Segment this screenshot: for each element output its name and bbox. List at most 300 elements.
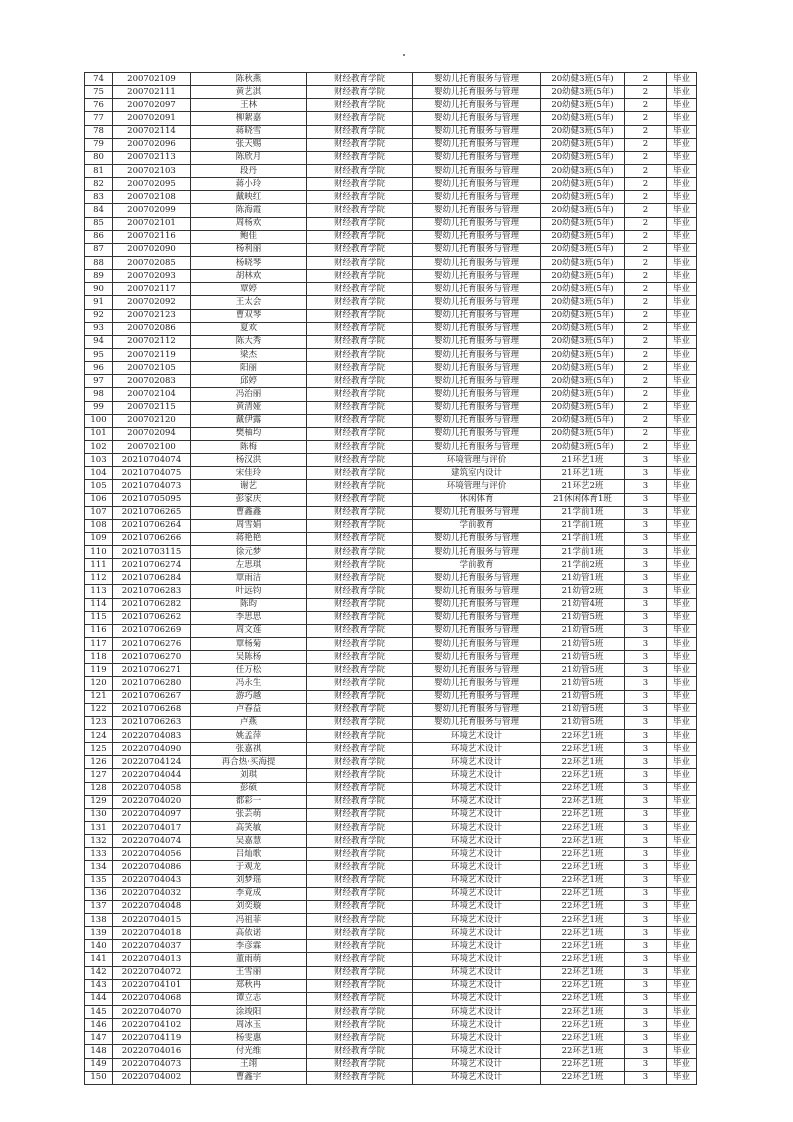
college-cell: 财经教育学院: [307, 874, 413, 887]
class-name-cell: 22环艺1班: [541, 979, 625, 992]
table-row: [85, 191, 697, 204]
row-index-cell: 84: [85, 204, 113, 217]
college-cell: 财经教育学院: [307, 506, 413, 519]
student-id-cell: 20220704074: [113, 835, 191, 848]
major-cell: 婴幼儿托育服务与管理: [413, 112, 541, 125]
student-name-cell: 樊柚均: [191, 427, 307, 440]
class-name-cell: 22环艺1班: [541, 1045, 625, 1058]
major-cell: 婴幼儿托育服务与管理: [413, 296, 541, 309]
years-cell: 3: [625, 532, 667, 545]
college-cell: 财经教育学院: [307, 270, 413, 283]
row-index-cell: 97: [85, 375, 113, 388]
college-cell: 财经教育学院: [307, 572, 413, 585]
student-name-cell: 陈昀: [191, 598, 307, 611]
major-cell: 环境艺术设计: [413, 743, 541, 756]
college-cell: 财经教育学院: [307, 335, 413, 348]
table-row: [85, 454, 697, 467]
years-cell: 3: [625, 690, 667, 703]
student-id-cell: 20220704017: [113, 822, 191, 835]
major-cell: 婴幼儿托育服务与管理: [413, 335, 541, 348]
student-id-cell: 200702116: [113, 230, 191, 243]
table-row: [85, 703, 697, 716]
student-name-cell: 再合热·买海提: [191, 756, 307, 769]
years-cell: 2: [625, 414, 667, 427]
years-cell: 2: [625, 283, 667, 296]
status-cell: 毕业: [667, 401, 697, 414]
years-cell: 2: [625, 440, 667, 453]
row-index-cell: 117: [85, 638, 113, 651]
college-cell: 财经教育学院: [307, 769, 413, 782]
major-cell: 婴幼儿托育服务与管理: [413, 99, 541, 112]
college-cell: 财经教育学院: [307, 86, 413, 99]
row-index-cell: 107: [85, 506, 113, 519]
major-cell: 环境艺术设计: [413, 914, 541, 927]
row-index-cell: 98: [85, 388, 113, 401]
years-cell: 3: [625, 611, 667, 624]
row-index-cell: 147: [85, 1032, 113, 1045]
years-cell: 3: [625, 769, 667, 782]
college-cell: 财经教育学院: [307, 703, 413, 716]
student-id-cell: 20220704048: [113, 900, 191, 913]
major-cell: 婴幼儿托育服务与管理: [413, 270, 541, 283]
student-id-cell: 200702094: [113, 427, 191, 440]
row-index-cell: 136: [85, 887, 113, 900]
years-cell: 2: [625, 164, 667, 177]
status-cell: 毕业: [667, 388, 697, 401]
student-id-cell: 20220704043: [113, 874, 191, 887]
years-cell: 3: [625, 795, 667, 808]
years-cell: 3: [625, 467, 667, 480]
student-id-cell: 200702096: [113, 138, 191, 151]
class-name-cell: 20幼健3班(5年): [541, 112, 625, 125]
class-name-cell: 22环艺1班: [541, 953, 625, 966]
college-cell: 财经教育学院: [307, 283, 413, 296]
status-cell: 毕业: [667, 191, 697, 204]
years-cell: 3: [625, 966, 667, 979]
row-index-cell: 80: [85, 151, 113, 164]
table-row: [85, 953, 697, 966]
student-name-cell: 陈海霞: [191, 204, 307, 217]
college-cell: 财经教育学院: [307, 940, 413, 953]
years-cell: 2: [625, 322, 667, 335]
class-name-cell: 20幼健3班(5年): [541, 243, 625, 256]
table-row: [85, 204, 697, 217]
table-row: [85, 756, 697, 769]
years-cell: 3: [625, 546, 667, 559]
major-cell: 婴幼儿托育服务与管理: [413, 651, 541, 664]
table-row: [85, 677, 697, 690]
student-id-cell: 20210706284: [113, 572, 191, 585]
class-name-cell: 21学前2班: [541, 559, 625, 572]
table-row: [85, 440, 697, 453]
student-name-cell: 冯祖菲: [191, 914, 307, 927]
row-index-cell: 137: [85, 900, 113, 913]
college-cell: 财经教育学院: [307, 217, 413, 230]
college-cell: 财经教育学院: [307, 927, 413, 940]
status-cell: 毕业: [667, 927, 697, 940]
student-name-cell: 杨利丽: [191, 243, 307, 256]
status-cell: 毕业: [667, 138, 697, 151]
class-name-cell: 20幼健3班(5年): [541, 217, 625, 230]
table-row: [85, 401, 697, 414]
college-cell: 财经教育学院: [307, 532, 413, 545]
student-name-cell: 黄清娅: [191, 401, 307, 414]
class-name-cell: 22环艺1班: [541, 1005, 625, 1018]
student-id-cell: 20220704016: [113, 1045, 191, 1058]
student-name-cell: 郑秋冉: [191, 979, 307, 992]
years-cell: 2: [625, 86, 667, 99]
student-id-cell: 20210706263: [113, 716, 191, 729]
status-cell: 毕业: [667, 230, 697, 243]
class-name-cell: 22环艺1班: [541, 900, 625, 913]
status-cell: 毕业: [667, 270, 697, 283]
student-name-cell: 陈欣月: [191, 151, 307, 164]
row-index-cell: 132: [85, 835, 113, 848]
student-id-cell: 200702090: [113, 243, 191, 256]
table-row: [85, 940, 697, 953]
status-cell: 毕业: [667, 256, 697, 269]
table-row: [85, 164, 697, 177]
student-id-cell: 20220704018: [113, 927, 191, 940]
student-name-cell: 周雪娟: [191, 519, 307, 532]
major-cell: 婴幼儿托育服务与管理: [413, 138, 541, 151]
college-cell: 财经教育学院: [307, 309, 413, 322]
student-id-cell: 200702114: [113, 125, 191, 138]
row-index-cell: 114: [85, 598, 113, 611]
student-name-cell: 彭硕: [191, 782, 307, 795]
status-cell: 毕业: [667, 808, 697, 821]
class-name-cell: 20幼健3班(5年): [541, 348, 625, 361]
years-cell: 3: [625, 1045, 667, 1058]
class-name-cell: 21幼管5班: [541, 624, 625, 637]
student-id-cell: 20220704090: [113, 743, 191, 756]
student-id-cell: 20220704097: [113, 808, 191, 821]
major-cell: 环境艺术设计: [413, 848, 541, 861]
row-index-cell: 82: [85, 178, 113, 191]
student-id-cell: 200702085: [113, 256, 191, 269]
table-row: [85, 874, 697, 887]
row-index-cell: 110: [85, 546, 113, 559]
status-cell: 毕业: [667, 1019, 697, 1032]
table-row: [85, 598, 697, 611]
status-cell: 毕业: [667, 164, 697, 177]
years-cell: 2: [625, 362, 667, 375]
student-name-cell: 曹鑫鑫: [191, 506, 307, 519]
years-cell: 3: [625, 953, 667, 966]
class-name-cell: 20幼健3班(5年): [541, 138, 625, 151]
college-cell: 财经教育学院: [307, 480, 413, 493]
status-cell: 毕业: [667, 519, 697, 532]
student-name-cell: 蒋艳艳: [191, 532, 307, 545]
student-name-cell: 柳絮嘉: [191, 112, 307, 125]
college-cell: 财经教育学院: [307, 322, 413, 335]
class-name-cell: 21学前1班: [541, 546, 625, 559]
major-cell: 环境艺术设计: [413, 782, 541, 795]
class-name-cell: 22环艺1班: [541, 887, 625, 900]
college-cell: 财经教育学院: [307, 204, 413, 217]
student-id-cell: 200702108: [113, 191, 191, 204]
major-cell: 环境艺术设计: [413, 1032, 541, 1045]
student-id-cell: 20210706283: [113, 585, 191, 598]
years-cell: 3: [625, 480, 667, 493]
table-row: [85, 979, 697, 992]
major-cell: 环境艺术设计: [413, 874, 541, 887]
table-row: [85, 716, 697, 729]
years-cell: 2: [625, 204, 667, 217]
class-name-cell: 21环艺1班: [541, 467, 625, 480]
major-cell: 环境艺术设计: [413, 1045, 541, 1058]
status-cell: 毕业: [667, 546, 697, 559]
student-name-cell: 吴陈杨: [191, 651, 307, 664]
student-id-cell: 20210706274: [113, 559, 191, 572]
major-cell: 婴幼儿托育服务与管理: [413, 322, 541, 335]
student-id-cell: 200702123: [113, 309, 191, 322]
table-row: [85, 414, 697, 427]
row-index-cell: 109: [85, 532, 113, 545]
major-cell: 环境艺术设计: [413, 1071, 541, 1084]
class-name-cell: 21幼管5班: [541, 651, 625, 664]
major-cell: 婴幼儿托育服务与管理: [413, 86, 541, 99]
status-cell: 毕业: [667, 1058, 697, 1071]
years-cell: 3: [625, 716, 667, 729]
row-index-cell: 103: [85, 454, 113, 467]
table-row: [85, 230, 697, 243]
class-name-cell: 22环艺1班: [541, 848, 625, 861]
table-row: [85, 835, 697, 848]
row-index-cell: 99: [85, 401, 113, 414]
years-cell: 3: [625, 1005, 667, 1018]
student-name-cell: 曹鑫宇: [191, 1071, 307, 1084]
college-cell: 财经教育学院: [307, 138, 413, 151]
status-cell: 毕业: [667, 1071, 697, 1084]
college-cell: 财经教育学院: [307, 887, 413, 900]
student-name-cell: 王翊: [191, 1058, 307, 1071]
major-cell: 学前教育: [413, 519, 541, 532]
status-cell: 毕业: [667, 651, 697, 664]
years-cell: 3: [625, 454, 667, 467]
major-cell: 休闲体育: [413, 493, 541, 506]
years-cell: 2: [625, 125, 667, 138]
class-name-cell: 21学前1班: [541, 532, 625, 545]
student-id-cell: 20210706265: [113, 506, 191, 519]
table-row: [85, 296, 697, 309]
major-cell: 婴幼儿托育服务与管理: [413, 703, 541, 716]
student-name-cell: 刘奕璇: [191, 900, 307, 913]
student-id-cell: 20210704073: [113, 480, 191, 493]
class-name-cell: 21学前1班: [541, 506, 625, 519]
row-index-cell: 96: [85, 362, 113, 375]
table-row: [85, 690, 697, 703]
major-cell: 婴幼儿托育服务与管理: [413, 716, 541, 729]
status-cell: 毕业: [667, 598, 697, 611]
years-cell: 2: [625, 348, 667, 361]
row-index-cell: 119: [85, 664, 113, 677]
college-cell: 财经教育学院: [307, 296, 413, 309]
student-name-cell: 左思琪: [191, 559, 307, 572]
college-cell: 财经教育学院: [307, 756, 413, 769]
major-cell: 婴幼儿托育服务与管理: [413, 125, 541, 138]
college-cell: 财经教育学院: [307, 782, 413, 795]
college-cell: 财经教育学院: [307, 638, 413, 651]
student-id-cell: 200702100: [113, 440, 191, 453]
years-cell: 2: [625, 178, 667, 191]
student-id-cell: 200702119: [113, 348, 191, 361]
table-row: [85, 362, 697, 375]
student-name-cell: 谭立志: [191, 992, 307, 1005]
student-name-cell: 都彩一: [191, 795, 307, 808]
major-cell: 环境艺术设计: [413, 730, 541, 743]
student-id-cell: 20220704015: [113, 914, 191, 927]
college-cell: 财经教育学院: [307, 716, 413, 729]
row-index-cell: 86: [85, 230, 113, 243]
table-row: [85, 480, 697, 493]
status-cell: 毕业: [667, 204, 697, 217]
status-cell: 毕业: [667, 992, 697, 1005]
college-cell: 财经教育学院: [307, 795, 413, 808]
student-id-cell: 20210704075: [113, 467, 191, 480]
row-index-cell: 101: [85, 427, 113, 440]
class-name-cell: 22环艺1班: [541, 808, 625, 821]
table-row: [85, 900, 697, 913]
years-cell: 3: [625, 572, 667, 585]
years-cell: 3: [625, 1058, 667, 1071]
college-cell: 财经教育学院: [307, 125, 413, 138]
row-index-cell: 126: [85, 756, 113, 769]
status-cell: 毕业: [667, 559, 697, 572]
class-name-cell: 21幼管5班: [541, 638, 625, 651]
status-cell: 毕业: [667, 73, 697, 86]
status-cell: 毕业: [667, 572, 697, 585]
class-name-cell: 21休闲体育1班: [541, 493, 625, 506]
student-name-cell: 高依诺: [191, 927, 307, 940]
student-name-cell: 刘琪: [191, 769, 307, 782]
table-row: [85, 1045, 697, 1058]
student-name-cell: 王雪丽: [191, 966, 307, 979]
years-cell: 2: [625, 73, 667, 86]
major-cell: 婴幼儿托育服务与管理: [413, 73, 541, 86]
years-cell: 3: [625, 651, 667, 664]
college-cell: 财经教育学院: [307, 401, 413, 414]
student-id-cell: 20220704086: [113, 861, 191, 874]
years-cell: 3: [625, 808, 667, 821]
student-name-cell: 吴嘉慧: [191, 835, 307, 848]
college-cell: 财经教育学院: [307, 835, 413, 848]
table-body: [85, 73, 697, 1085]
table-row: [85, 861, 697, 874]
table-row: [85, 217, 697, 230]
student-id-cell: 20210704074: [113, 454, 191, 467]
class-name-cell: 21环艺2班: [541, 480, 625, 493]
table-row: [85, 532, 697, 545]
table-row: [85, 493, 697, 506]
row-index-cell: 125: [85, 743, 113, 756]
student-id-cell: 200702091: [113, 112, 191, 125]
student-name-cell: 覃杨菊: [191, 638, 307, 651]
student-id-cell: 20220704056: [113, 848, 191, 861]
class-name-cell: 22环艺1班: [541, 1019, 625, 1032]
row-index-cell: 85: [85, 217, 113, 230]
row-index-cell: 92: [85, 309, 113, 322]
table-row: [85, 1019, 697, 1032]
student-id-cell: 20220704020: [113, 795, 191, 808]
student-id-cell: 200702111: [113, 86, 191, 99]
major-cell: 婴幼儿托育服务与管理: [413, 375, 541, 388]
table-row: [85, 914, 697, 927]
row-index-cell: 122: [85, 703, 113, 716]
years-cell: 3: [625, 664, 667, 677]
years-cell: 2: [625, 191, 667, 204]
college-cell: 财经教育学院: [307, 256, 413, 269]
student-id-cell: 20210706267: [113, 690, 191, 703]
class-name-cell: 20幼健3班(5年): [541, 322, 625, 335]
row-index-cell: 76: [85, 99, 113, 112]
student-name-cell: 黄艺淇: [191, 86, 307, 99]
table-row: [85, 138, 697, 151]
class-name-cell: 21学前1班: [541, 519, 625, 532]
class-name-cell: 22环艺1班: [541, 940, 625, 953]
class-name-cell: 20幼健3班(5年): [541, 73, 625, 86]
major-cell: 婴幼儿托育服务与管理: [413, 204, 541, 217]
table-row: [85, 348, 697, 361]
major-cell: 婴幼儿托育服务与管理: [413, 164, 541, 177]
table-row: [85, 1032, 697, 1045]
student-id-cell: 20220704044: [113, 769, 191, 782]
status-cell: 毕业: [667, 151, 697, 164]
row-index-cell: 130: [85, 808, 113, 821]
college-cell: 财经教育学院: [307, 585, 413, 598]
student-name-cell: 曹双琴: [191, 309, 307, 322]
years-cell: 3: [625, 979, 667, 992]
student-name-cell: 游巧越: [191, 690, 307, 703]
student-name-cell: 刘梦瑶: [191, 874, 307, 887]
years-cell: 3: [625, 835, 667, 848]
years-cell: 3: [625, 598, 667, 611]
status-cell: 毕业: [667, 677, 697, 690]
college-cell: 财经教育学院: [307, 388, 413, 401]
class-name-cell: 21幼管5班: [541, 703, 625, 716]
student-name-cell: 王林: [191, 99, 307, 112]
class-name-cell: 22环艺1班: [541, 743, 625, 756]
years-cell: 3: [625, 1019, 667, 1032]
major-cell: 婴幼儿托育服务与管理: [413, 401, 541, 414]
student-id-cell: 20220704102: [113, 1019, 191, 1032]
student-name-cell: 梁杰: [191, 348, 307, 361]
college-cell: 财经教育学院: [307, 243, 413, 256]
class-name-cell: 22环艺1班: [541, 992, 625, 1005]
table-row: [85, 375, 697, 388]
student-id-cell: 20210706271: [113, 664, 191, 677]
student-id-cell: 20210706276: [113, 638, 191, 651]
table-row: [85, 73, 697, 86]
major-cell: 学前教育: [413, 559, 541, 572]
major-cell: 婴幼儿托育服务与管理: [413, 230, 541, 243]
row-index-cell: 135: [85, 874, 113, 887]
student-id-cell: 20220704073: [113, 1058, 191, 1071]
years-cell: 3: [625, 506, 667, 519]
status-cell: 毕业: [667, 624, 697, 637]
class-name-cell: 22环艺1班: [541, 1058, 625, 1071]
row-index-cell: 77: [85, 112, 113, 125]
table-row: [85, 125, 697, 138]
row-index-cell: 144: [85, 992, 113, 1005]
table-row: [85, 519, 697, 532]
class-name-cell: 20幼健3班(5年): [541, 283, 625, 296]
row-index-cell: 120: [85, 677, 113, 690]
years-cell: 3: [625, 1071, 667, 1084]
student-id-cell: 20220704013: [113, 953, 191, 966]
row-index-cell: 94: [85, 335, 113, 348]
row-index-cell: 150: [85, 1071, 113, 1084]
